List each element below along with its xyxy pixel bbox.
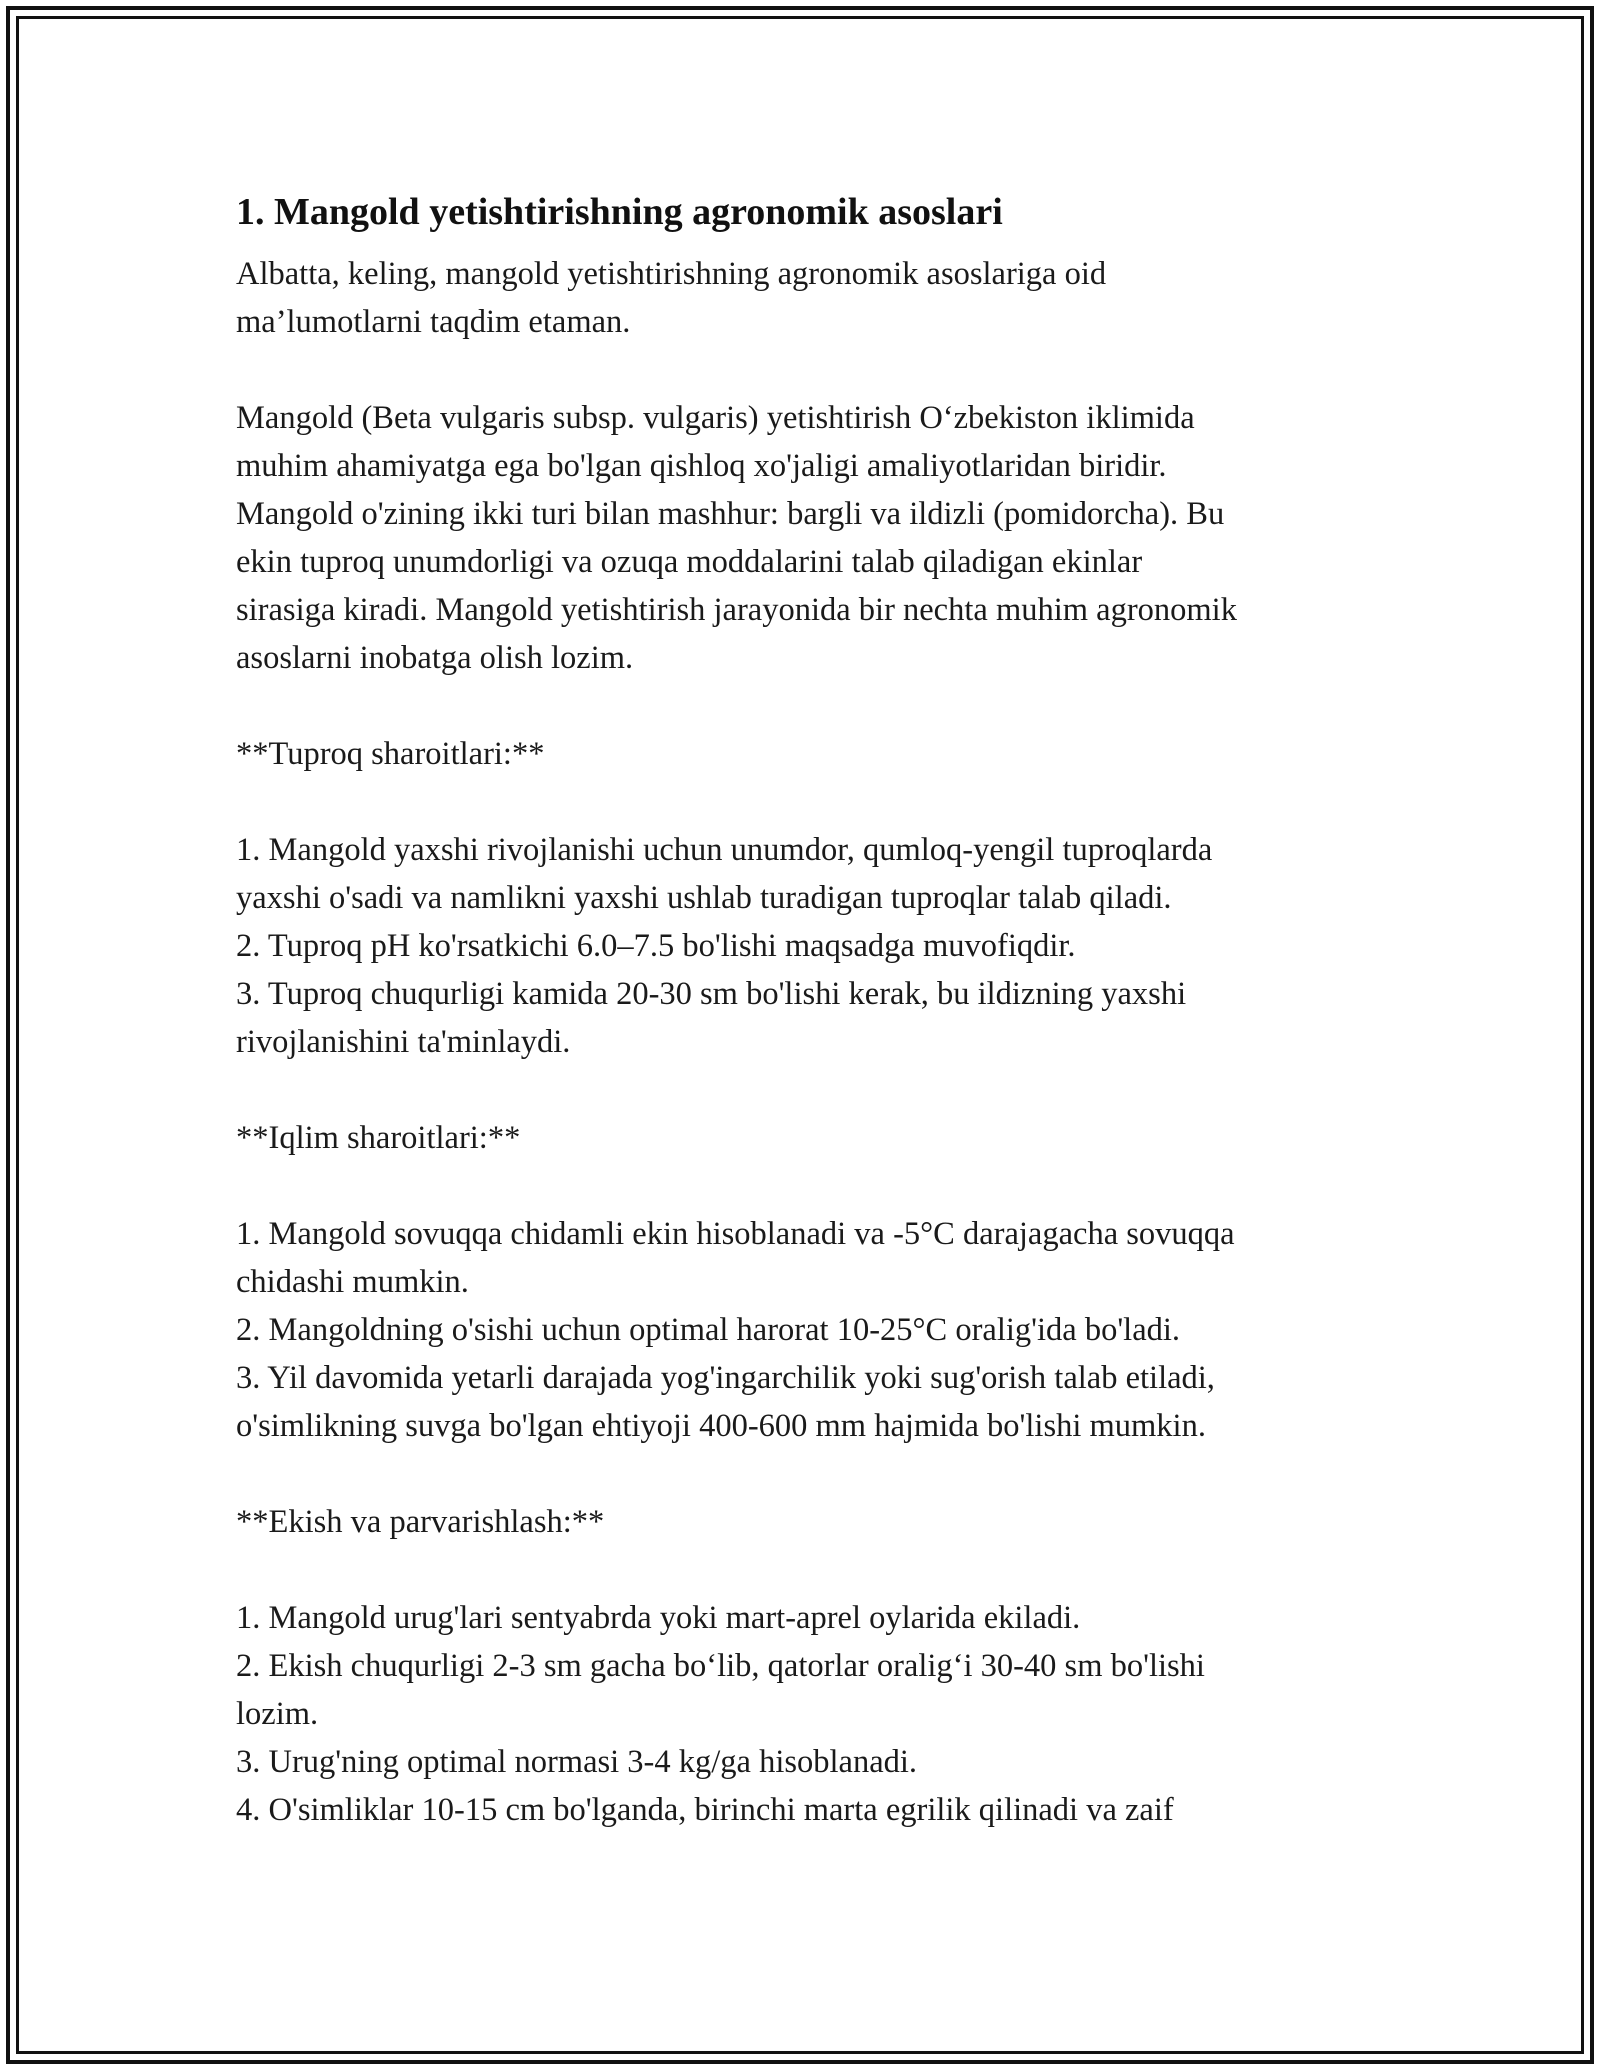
list-item: 3. Tuproq chuqurligi kamida 20-30 sm bo'lishi kerak, bu ildizning yaxshi (236, 976, 1187, 1012)
text-line: muhim ahamiyatga ega bo'lgan qishloq xo'jaligi amaliyotlaridan biridir. (236, 448, 1167, 484)
intro-paragraph (236, 250, 1386, 346)
list-item: 4. O'simliklar 10-15 cm bo'lganda, birinchi marta egrilik qilinadi va zaif (236, 1792, 1174, 1828)
list-item: 3. Urug'ning optimal normasi 3-4 kg/ga hisoblanadi. (236, 1744, 918, 1780)
text-line: Mangold o'zining ikki turi bilan mashhur: bargli va ildizli (pomidorcha). Bu (236, 496, 1225, 532)
section-heading-soil: **Tuproq sharoitlari:** (236, 736, 545, 772)
text-line: Mangold (Beta vulgaris subsp. vulgaris) yetishtirish O‘zbekiston iklimida (236, 400, 1195, 436)
document-body (236, 182, 1386, 1834)
list-item: o'simlikning suvga bo'lgan ehtiyoji 400-600 mm hajmida bo'lishi mumkin. (236, 1408, 1206, 1444)
text-line: Albatta, keling, mangold yetishtirishning agronomik asoslariga oid (236, 256, 1107, 292)
overview-paragraph (236, 394, 1386, 682)
list-item: 1. Mangold sovuqqa chidamli ekin hisoblanadi va -5°C darajagacha sovuqqa (236, 1216, 1235, 1252)
list-item: lozim. (236, 1696, 319, 1732)
list-item: rivojlanishini ta'minlaydi. (236, 1024, 571, 1060)
text-line: sirasiga kiradi. Mangold yetishtirish jarayonida bir nechta muhim agronomik (236, 592, 1237, 628)
list-item: 1. Mangold yaxshi rivojlanishi uchun unumdor, qumloq-yengil tuproqlarda (236, 832, 1213, 868)
section-heading-planting: **Ekish va parvarishlash:** (236, 1504, 605, 1540)
section-list-planting (236, 1594, 1386, 1834)
text-line: ma’lumotlarni taqdim etaman. (236, 304, 631, 340)
list-item: 2. Ekish chuqurligi 2-3 sm gacha bo‘lib, qatorlar oralig‘i 30-40 sm bo'lishi (236, 1648, 1205, 1684)
text-line: asoslarni inobatga olish lozim. (236, 640, 634, 676)
text-line: ekin tuproq unumdorligi va ozuqa moddalarini talab qiladigan ekinlar (236, 544, 1143, 580)
section-heading-climate: **Iqlim sharoitlari:** (236, 1120, 521, 1156)
list-item: 1. Mangold urug'lari sentyabrda yoki mart-aprel oylarida ekiladi. (236, 1600, 1081, 1636)
section-list-soil (236, 826, 1386, 1066)
list-item: 2. Mangoldning o'sishi uchun optimal harorat 10-25°C oralig'ida bo'ladi. (236, 1312, 1181, 1348)
document-title: 1. Mangold yetishtirishning agronomik asoslari (236, 191, 1003, 233)
list-item: chidashi mumkin. (236, 1264, 469, 1300)
list-item: 2. Tuproq pH ko'rsatkichi 6.0–7.5 bo'lishi maqsadga muvofiqdir. (236, 928, 1076, 964)
list-item: 3. Yil davomida yetarli darajada yog'ingarchilik yoki sug'orish talab etiladi, (236, 1360, 1215, 1396)
section-list-climate (236, 1210, 1386, 1450)
list-item: yaxshi o'sadi va namlikni yaxshi ushlab turadigan tuproqlar talab qiladi. (236, 880, 1172, 916)
